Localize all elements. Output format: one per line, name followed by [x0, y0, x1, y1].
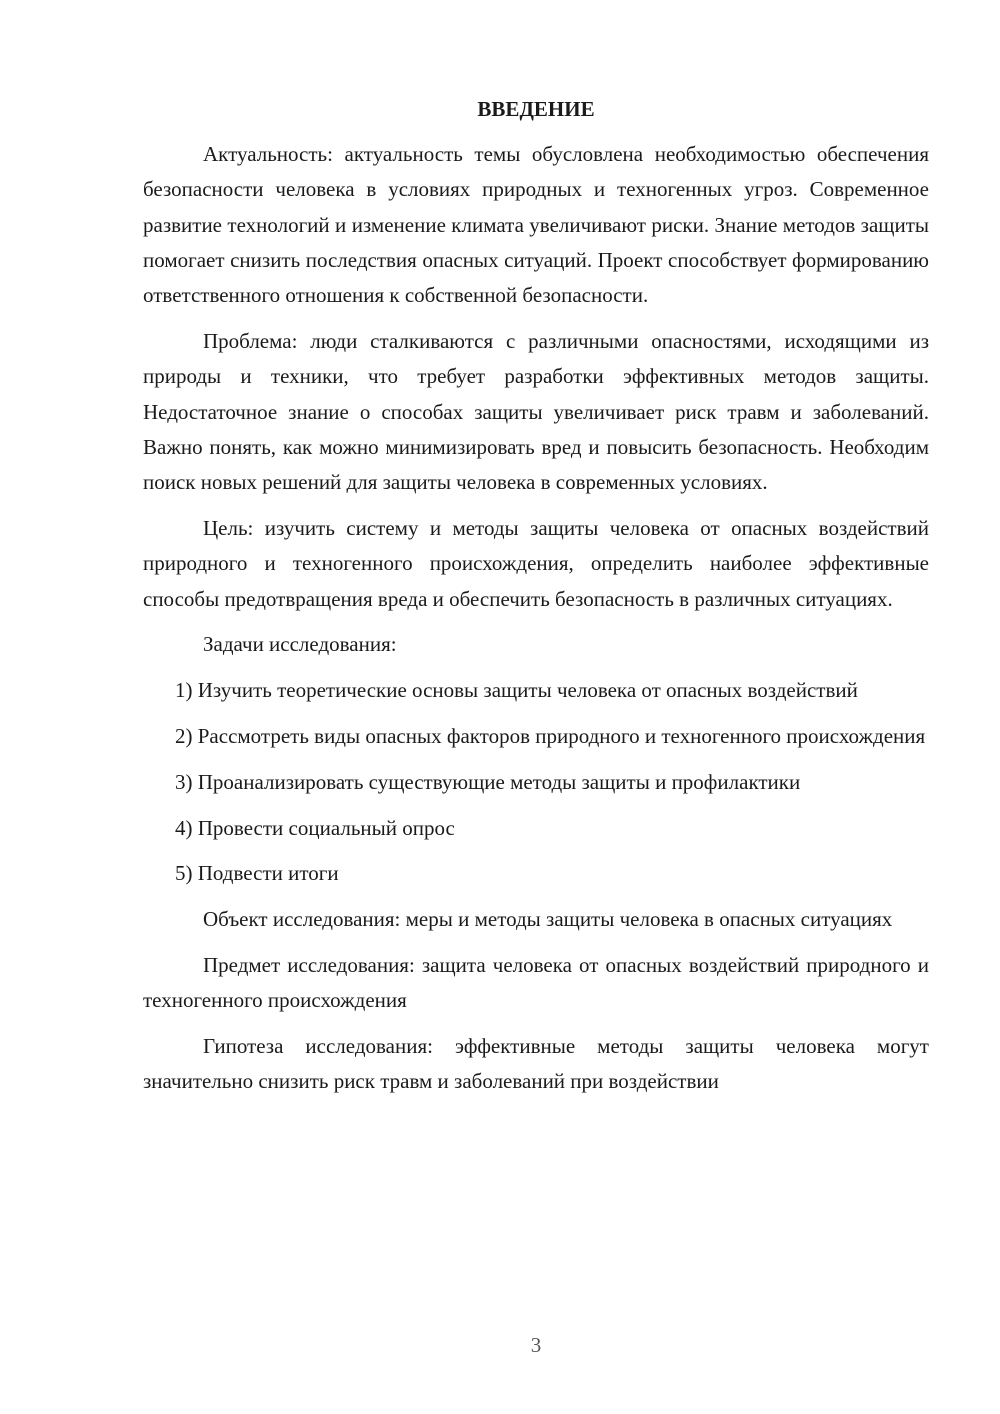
paragraph-relevance: Актуальность: актуальность темы обусловлена необходимостью обеспечения безопасности человека в условиях природных и техногенных угроз. Современное развитие технологий и изменение климата увеличивают риски. Знание методов защиты помогает снизить последствия опасных ситуаций. Проект способствует формированию ответственного отношения к собственной безопасности.: [143, 142, 929, 308]
task-item-1: 1) Изучить теоретические основы защиты человека от опасных воздействий: [175, 678, 858, 703]
page-number: 3: [530, 1333, 542, 1357]
paragraph-problem: Проблема: люди сталкиваются с различными опасностями, исходящими из природы и техники, что требует разработки эффективных методов защиты. Недостаточное знание о способах защиты увеличивает риск травм и заболеваний. Важно понять, как можно минимизировать вред и повысить безопасность. Необходим поиск новых решений для защиты человека в современных условиях.: [143, 328, 929, 495]
paragraph-object: Объект исследования: меры и методы защиты человека в опасных ситуациях: [203, 907, 893, 932]
paragraph-goal: Цель: изучить систему и методы защиты человека от опасных воздействий природного и техногенного происхождения, определить наиболее эффективные способы предотвращения вреда и обеспечить безопасность в различных ситуациях.: [143, 515, 929, 611]
paragraph-hypothesis: Гипотеза исследования: эффективные методы защиты человека могут значительно снизить риск травм и заболеваний при воздействии: [143, 1034, 929, 1094]
task-item-4: 4) Провести социальный опрос: [175, 815, 455, 840]
document-page: [143, 92, 929, 1100]
task-item-2: 2) Рассмотреть виды опасных факторов природного и техногенного происхождения: [175, 723, 926, 748]
task-item-3: 3) Проанализировать существующие методы защиты и профилактики: [175, 769, 801, 794]
paragraph-subject: Предмет исследования: защита человека от опасных воздействий природного и техногенного происхождения: [143, 952, 929, 1013]
task-item-5: 5) Подвести итоги: [175, 861, 339, 886]
section-title: ВВЕДЕНИЕ: [477, 97, 595, 121]
paragraph-tasks-heading: Задачи исследования:: [203, 632, 397, 657]
